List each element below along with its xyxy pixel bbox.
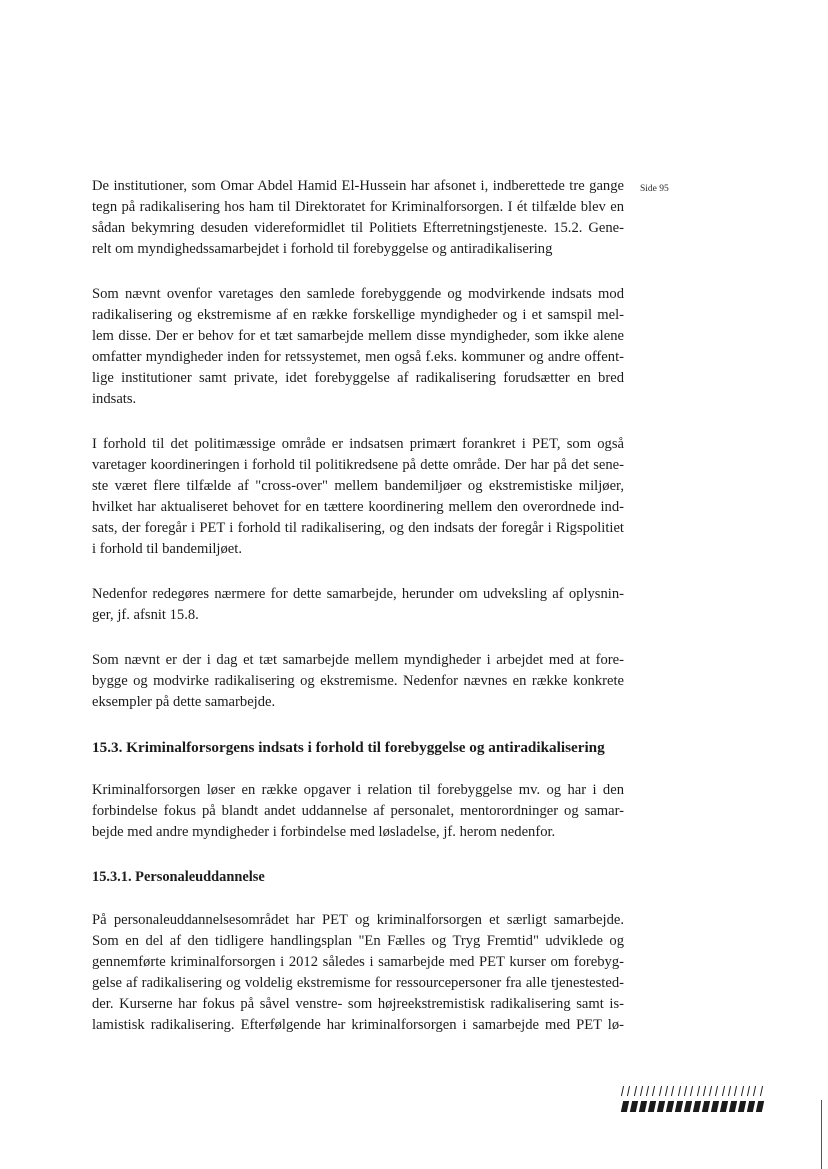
text-line: varetager koordineringen i forhold til politikredsene på dette område. Der har på det sene- <box>92 457 624 473</box>
text-line: lige institutioner samt private, idet forebyggelse af radikalisering forudsætter en bred <box>92 370 624 386</box>
page-number-note: Side 95 <box>640 184 669 194</box>
text-line: gennemførte kriminalforsorgen i 2012 således i samarbejde med PET kurser om forebyg- <box>92 954 624 970</box>
text-line: radikalisering og ekstremisme af en række forskellige myndigheder og i et samspil mel- <box>92 307 624 323</box>
text-line: bejde med andre myndigheder i forbindelse med løsladelse, jf. herom nedenfor. <box>92 824 556 840</box>
barcode-top-row <box>622 1086 764 1096</box>
text-line: hvilket har aktualiseret behovet for en tættere koordinering mellem den overordnede ind- <box>92 499 624 515</box>
text-line: lamistisk radikalisering. Efterfølgende har kriminalforsorgen i samarbejde med PET lø- <box>92 1017 624 1033</box>
text-line: Nedenfor redegøres nærmere for dette samarbejde, herunder om udveksling af oplysnin- <box>92 586 624 602</box>
text-line: Som nævnt ovenfor varetages den samlede forebyggende og modvirkende indsats mod <box>92 286 624 302</box>
text-line: På personaleuddannelsesområdet har PET og kriminalforsorgen et særligt samarbejde. <box>92 912 624 928</box>
barcode-bottom-row <box>622 1101 764 1112</box>
text-line: ste været flere tilfælde af "cross-over" mellem bandemiljøer og ekstremistiske miljøer, <box>92 478 624 494</box>
text-line: Som nævnt er der i dag et tæt samarbejde mellem myndigheder i arbejdet med at fore- <box>92 652 624 668</box>
text-line: tegn på radikalisering hos ham til Direktoratet for Kriminalforsorgen. I ét tilfælde blev en <box>92 199 624 215</box>
text-line: der. Kurserne har fokus på såvel venstre- som højreekstremistisk radikalisering samt is- <box>92 996 624 1012</box>
paragraph-intro <box>92 176 624 260</box>
scan-edge-line <box>821 1100 822 1169</box>
text-line: gelse af radikalisering og voldelig ekstremisme for ressourcepersoner fra alle tjenestested- <box>92 975 624 991</box>
text-line: sats, der foregår i PET i forhold til radikalisering, og den indsats der foregår i Rigspolitiet <box>92 520 624 536</box>
text-line: De institutioner, som Omar Abdel Hamid El-Hussein har afsonet i, indberettede tre gange <box>92 178 624 194</box>
text-line: eksempler på dette samarbejde. <box>92 694 276 710</box>
paragraph-staff-training <box>92 910 624 1036</box>
text-line: bygge og modvirke radikalisering og ekstremisme. Nedenfor nævnes en række konkrete <box>92 673 624 689</box>
text-line: lem disse. Der er behov for et tæt samarbejde mellem disse myndigheder, som ikke alene <box>92 328 624 344</box>
barcode-image <box>622 1086 764 1112</box>
paragraph-section-intro <box>92 780 624 843</box>
subsection-heading: 15.3.1. Personaleuddannelse <box>92 869 265 885</box>
text-line: indsats. <box>92 391 137 407</box>
text-line: i forhold til bandemiljøet. <box>92 541 242 557</box>
paragraph-cooperation <box>92 284 624 410</box>
text-line: ger, jf. afsnit 15.8. <box>92 607 199 623</box>
main-text-column <box>92 176 624 1060</box>
text-line: omfatter myndigheder inden for retssystemet, men også f.eks. kommuner og andre offent- <box>92 349 624 365</box>
text-line: forbindelse fokus på blandt andet uddannelse af personalet, mentorordninger og samar- <box>92 803 624 819</box>
section-heading: 15.3. Kriminalforsorgens indsats i forhold til forebyggelse og antiradikalisering <box>92 739 605 756</box>
text-line: Kriminalforsorgen løser en række opgaver i relation til forebyggelse mv. og har i den <box>92 782 624 798</box>
text-line: relt om myndighedssamarbejdet i forhold til forebyggelse og antiradikalisering <box>92 241 553 257</box>
text-line: I forhold til det politimæssige område er indsatsen primært forankret i PET, som også <box>92 436 624 452</box>
paragraph-examples <box>92 650 624 713</box>
text-line: sådan bekymring desuden videreformidlet til Politiets Efterretningstjeneste. 15.2. Gene- <box>92 220 624 236</box>
text-line: Som en del af den tidligere handlingsplan "En Fælles og Tryg Fremtid" udviklede og <box>92 933 624 949</box>
paragraph-reference <box>92 584 624 626</box>
paragraph-police <box>92 434 624 560</box>
